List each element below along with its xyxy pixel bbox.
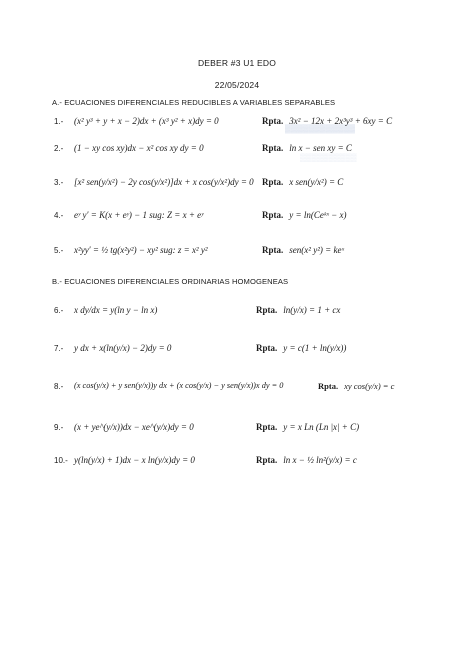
problem-number: 9.-	[54, 423, 64, 432]
watermark-bleed: ▓▓▓▓▓▓▓▓▓▓▓▓	[285, 124, 355, 133]
answer-text: ln x − ½ ln²(y/x) = c	[283, 455, 357, 465]
problem-equation: x dy/dx = y(ln y − ln x)	[74, 305, 158, 315]
problem-equation: (1 − xy cos xy)dx − x² cos xy dy = 0	[74, 143, 204, 153]
problem-number: 3.-	[54, 178, 64, 187]
section-b-heading: B.- ECUACIONES DIFERENCIALES ORDINARIAS HOMOGENEAS	[52, 277, 289, 286]
problem-number: 6.-	[54, 306, 64, 315]
answer-text: sen(x² y²) = keˣ	[289, 245, 344, 255]
problem-number: 10.-	[54, 456, 68, 465]
problem-answer	[256, 343, 346, 353]
problem-equation: eʸ y′ = K(x + eʸ) − 1 sug: Z = x + eʸ	[74, 210, 204, 220]
problem-number: 4.-	[54, 211, 64, 220]
rpta-label: Rpta.	[256, 455, 278, 465]
answer-text: y = ln(Ceᵏˣ − x)	[289, 210, 347, 220]
document-date: 22/05/2024	[214, 80, 260, 90]
problem-number: 2.-	[54, 144, 64, 153]
answer-text: y = x Ln (Ln |x| + C)	[283, 422, 360, 432]
problem-equation: (x² y³ + y + x − 2)dx + (x³ y² + x)dy = 0	[74, 116, 219, 126]
answer-text: ln(y/x) = 1 + cx	[283, 305, 341, 315]
problem-answer	[262, 245, 344, 255]
problem-answer	[256, 422, 359, 432]
problem-answer	[256, 305, 340, 315]
problem-equation: (x cos(y/x) + y sen(y/x))y dx + (x cos(y/x) − y sen(y/x))x dy = 0	[74, 381, 284, 390]
rpta-label: Rpta.	[262, 116, 284, 126]
rpta-label: Rpta.	[256, 305, 278, 315]
problem-answer	[262, 210, 346, 220]
problem-number: 1.-	[54, 117, 64, 126]
problem-answer	[256, 455, 357, 465]
problem-answer	[318, 381, 394, 391]
answer-text: ln x − sen xy = C	[289, 143, 352, 153]
document-title: DEBER #3 U1 EDO	[197, 58, 277, 68]
answer-text: x sen(y/x²) = C	[289, 177, 344, 187]
answer-text: xy cos(y/x) = c	[344, 381, 395, 391]
problem-number: 8.-	[54, 382, 64, 391]
problem-number: 5.-	[54, 246, 64, 255]
answer-text: y = c(1 + ln(y/x))	[283, 343, 347, 353]
rpta-label: Rpta.	[318, 381, 339, 391]
rpta-label: Rpta.	[262, 245, 284, 255]
rpta-label: Rpta.	[256, 343, 278, 353]
problem-number: 7.-	[54, 344, 64, 353]
problem-equation: y dx + x(ln(y/x) − 2)dy = 0	[74, 343, 172, 353]
problem-equation: (x + ye^(y/x))dx − xe^(y/x)dy = 0	[74, 422, 194, 432]
problem-equation: y(ln(y/x) + 1)dx − x ln(y/x)dy = 0	[74, 455, 195, 465]
problem-answer	[262, 116, 392, 126]
rpta-label: Rpta.	[262, 210, 284, 220]
problem-equation: x²yy′ = ½ tg(x²y²) − xy² sug: z = x² y²	[74, 245, 208, 255]
rpta-label: Rpta.	[262, 177, 284, 187]
section-a-heading: A.- ECUACIONES DIFERENCIALES REDUCIBLES A VARIABLES SEPARABLES	[52, 98, 336, 107]
problem-answer	[262, 177, 343, 187]
rpta-label: Rpta.	[256, 422, 278, 432]
rpta-label: Rpta.	[262, 143, 284, 153]
watermark-bleed: ▒▒▒▒▒▒▒▒▒▒	[300, 153, 357, 162]
answer-text: 3x² − 12x + 2x³y³ + 6xy = C	[289, 116, 393, 126]
problem-equation: [x² sen(y/x²) − 2y cos(y/x²)]dx + x cos(y/x²)dy = 0	[74, 177, 254, 187]
problem-answer	[262, 143, 352, 153]
